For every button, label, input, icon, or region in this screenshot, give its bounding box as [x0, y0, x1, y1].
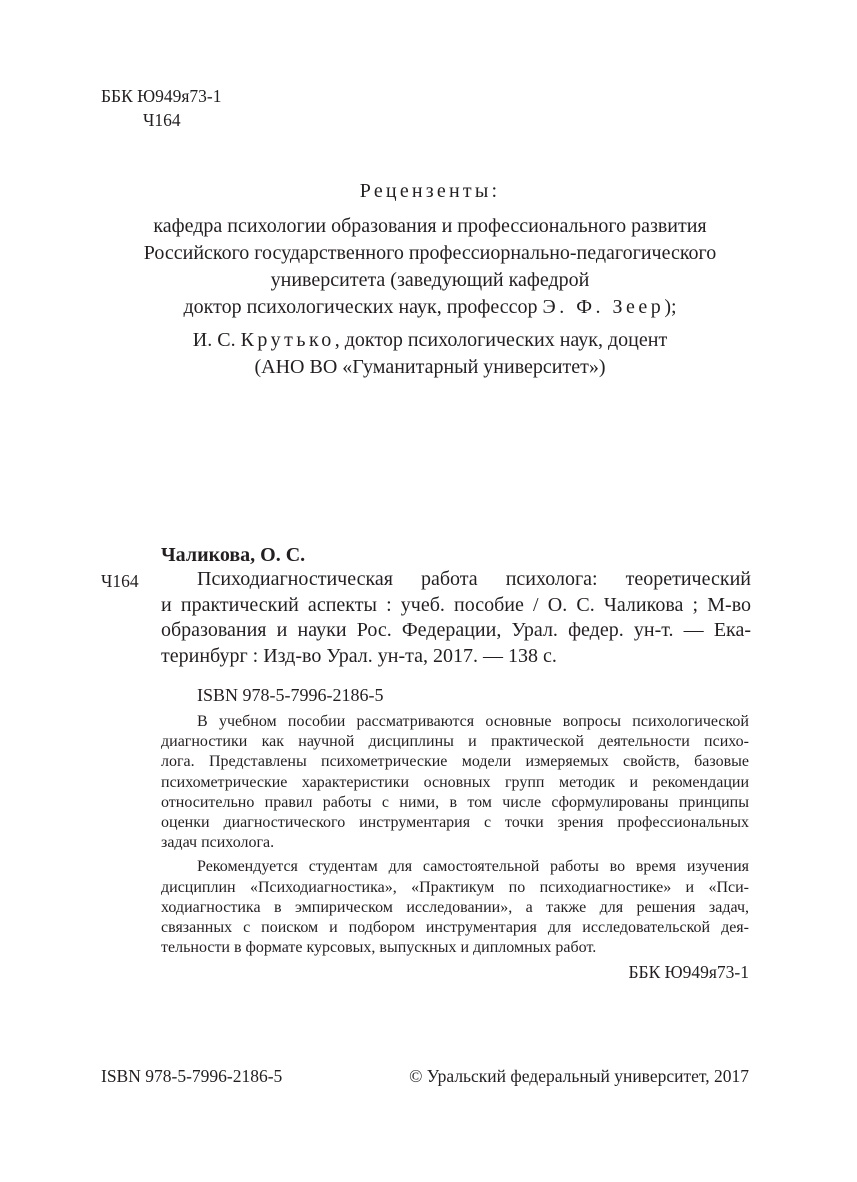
reviewers-heading: Рецензенты: [359, 180, 501, 202]
reviewer-org-head-line [90, 294, 770, 321]
entry-title-line: теринбург : Изд-во Урал. ун-та, 2017. — 138 с. [161, 644, 557, 667]
footer-copyright: © Уральский федеральный университет, 2017 [409, 1066, 749, 1086]
footer-isbn: ISBN 978-5-7996-2186-5 [101, 1066, 283, 1086]
reviewer-person-line [90, 327, 770, 354]
reviewer-org-line: Российского государственного профессиорнально-педагогического [143, 242, 717, 264]
annotation-line: диагностики как научной дисциплины и практической деятельности психо- [161, 733, 749, 751]
entry-title-line: Психодиагностическая работа психолога: теоретический [197, 568, 751, 590]
annotation-line: Рекомендуется студентам для самостоятельной работы во время изучения [197, 858, 749, 876]
annotation-line: связанных с поиском и подбором инструментария для исследовательской дея- [161, 919, 749, 937]
reviewer-person-org: (АНО ВО «Гуманитарный университет») [254, 356, 606, 378]
annotation [161, 712, 749, 958]
entry-author: Чаликова, О. С. [161, 544, 306, 566]
entry-title [161, 567, 751, 669]
annotation-line: задач психолога. [161, 834, 275, 852]
reviewer-person-initials: И. С. [192, 329, 241, 351]
reviewer-person-surname: Крутько [240, 329, 335, 351]
reviewer-org-line: кафедра психологии образования и профессионального развития [153, 215, 707, 237]
reviewer-org-head-name: Э. Ф. Зеер [542, 296, 665, 318]
entry-title-line: образования и науки Рос. Федерации, Урал. федер. ун-т. — Ека- [161, 619, 751, 641]
reviewer-org-line: университета (заведующий кафедрой [270, 269, 590, 291]
classification-top [101, 84, 222, 132]
entry-title-line: и практический аспекты : учеб. пособие / О. С. Чаликова ; М-во [161, 593, 751, 616]
entry-isbn: ISBN 978-5-7996-2186-5 [197, 685, 384, 705]
annotation-line: тельности в формате курсовых, выпускных и дипломных работ. [161, 939, 597, 957]
annotation-line: лога. Представлены психометрические модели измеряемых свойств, базовые [161, 753, 749, 771]
annotation-line: ходиагностика в эмпирическом исследовании», а также для решения задач, [161, 898, 749, 916]
reviewer-person-title: , доктор психологических наук, доцент [334, 329, 668, 351]
entry-author-mark: Ч164 [101, 571, 139, 591]
annotation-line: психометрические характеристики основных групп методик и рекомендации [161, 773, 749, 791]
annotation-line: дисциплин «Психодиагностика», «Практикум по психодиагностике» и «Пси- [161, 878, 749, 896]
reviewer-org-tail: ); [664, 296, 677, 318]
bbk-code-top: ББК Ю949я73-1 [101, 86, 222, 106]
bbk-code-bottom: ББК Ю949я73-1 [628, 962, 749, 982]
author-mark-top: Ч164 [143, 110, 181, 130]
reviewers-block [90, 178, 770, 381]
annotation-line: относительно правил работы с ними, в том числе сформулированы принципы [161, 793, 749, 811]
reviewer-org-head-prefix: доктор психологических наук, профессор [183, 296, 543, 318]
annotation-line: оценки диагностического инструментария с точки зрения профессиональных [161, 814, 749, 832]
annotation-line: В учебном пособии рассматриваются основные вопросы психологической [197, 713, 749, 730]
